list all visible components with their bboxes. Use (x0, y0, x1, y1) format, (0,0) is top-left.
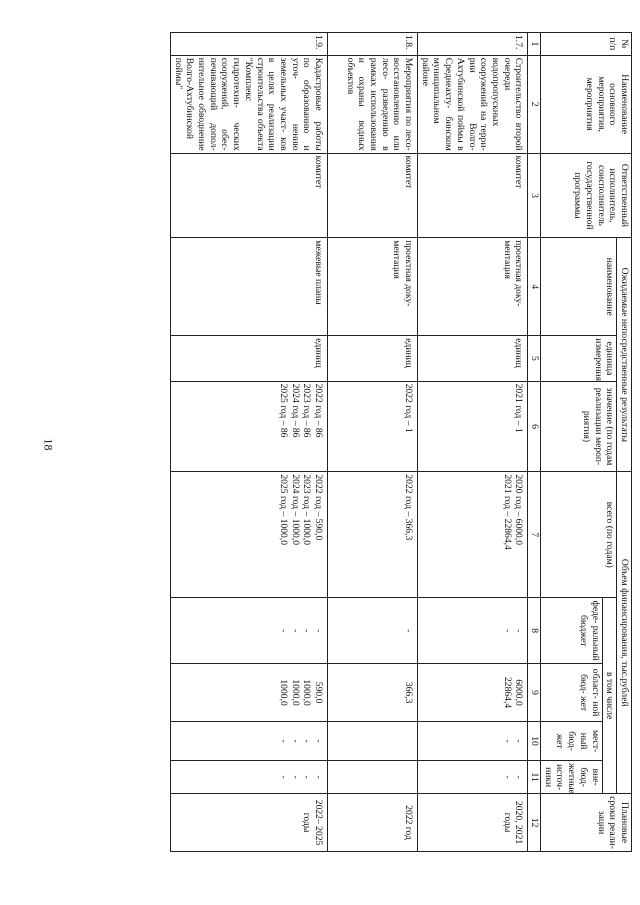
regional-value: 22864,4 (501, 676, 513, 709)
total-value: 2021 год – 22864,4 (501, 474, 513, 550)
executor: комитет (170, 153, 327, 238)
result-value: 2022 год – 1 (403, 383, 415, 433)
executor: комитет (418, 153, 528, 238)
regional-value: 1000,0 (277, 679, 289, 706)
header-unit: единица измерения (541, 336, 617, 381)
local-value: - (289, 739, 301, 743)
federal-budget (170, 598, 327, 664)
header-num: № п/п (541, 33, 632, 56)
column-number: 7 (528, 472, 541, 598)
result-values (328, 381, 418, 472)
total-value: 2024 год – 1000,0 (289, 474, 301, 546)
total-value: 2020 год – 6000,0 (513, 474, 525, 546)
column-number: 12 (528, 794, 541, 852)
extra-budget (328, 761, 418, 794)
measure-name: Строительство второй очереди водопропускных сооружений на терри- рии Волго-Ахтубинской поймы в Среднеахту- бинском муниципальном районе (418, 55, 528, 153)
column-number: 8 (528, 598, 541, 664)
table-row (418, 33, 528, 852)
column-number: 4 (528, 238, 541, 336)
result-values (418, 381, 528, 472)
extra-value: - (289, 775, 301, 779)
regional-budget (170, 664, 327, 722)
regional-value: 366,3 (403, 681, 415, 704)
regional-value: 1000,0 (301, 679, 313, 706)
header-value: значение (по годам реализации мероп- риятия) (541, 381, 617, 472)
column-numbers-row (528, 33, 541, 852)
extra-budget (170, 761, 327, 794)
result-value: 2021 год – 1 (513, 383, 525, 433)
term: 2022– 2025 годы (170, 794, 327, 852)
local-value: - (501, 739, 513, 743)
local-value: - (277, 739, 289, 743)
header-including: в том числе (602, 598, 617, 794)
header-measure-name: Наименование основного мероприятия, мероприятия (541, 55, 632, 153)
unit: единиц (418, 336, 528, 381)
federal-value: - (513, 629, 525, 633)
column-number: 1 (528, 33, 541, 56)
extra-budget (418, 761, 528, 794)
header-result-name: наименование (541, 238, 617, 336)
regional-value: 590,0 (313, 681, 325, 704)
header-total: всего (по годам) (541, 472, 617, 598)
local-budget (170, 721, 327, 760)
regional-budget (328, 664, 418, 722)
column-number: 11 (528, 761, 541, 794)
total-finance (170, 472, 327, 598)
local-budget (418, 721, 528, 760)
table-row (170, 33, 327, 852)
header-federal: феде- ральный бюджет (541, 598, 603, 664)
result-values (170, 381, 327, 472)
federal-value: - (301, 629, 313, 633)
federal-value: - (313, 629, 325, 633)
header-executor: Ответственный исполнитель, соисполнитель государственной программы (541, 153, 632, 238)
federal-value: - (403, 629, 415, 633)
extra-value: - (313, 775, 325, 779)
header-regional: област- ной бюд- жет (541, 664, 603, 722)
term: 2020, 2021 годы (418, 794, 528, 852)
total-value: 2022 год – 590,0 (313, 474, 325, 541)
total-finance (418, 472, 528, 598)
row-number: 1.9. (170, 33, 327, 56)
local-value: - (513, 739, 525, 743)
measure-name: Кадастровые работы по образованию и уточ- нению земельных участ- ков в целях реализации строительства объекта "Комплекс гидротехни- ческих сооружений, обес- печивающий допол- нительное обводнение Волго-Ахтубинской поймы" (170, 55, 327, 153)
column-number: 2 (528, 55, 541, 153)
federal-budget (418, 598, 528, 664)
header-extra: вне- бюд- жетные источ- ники (541, 761, 603, 794)
row-number: 1.8. (328, 33, 418, 56)
extra-value: - (301, 775, 313, 779)
column-number: 10 (528, 721, 541, 760)
total-value: 2023 год – 1000,0 (301, 474, 313, 546)
term: 2022 год (328, 794, 418, 852)
table-row (328, 33, 418, 852)
header-results-group: Ожидаемые непосредственные результаты (617, 238, 632, 472)
unit: единиц (170, 336, 327, 381)
table-wrapper (172, 32, 632, 852)
executor: комитет (328, 153, 418, 238)
column-number: 9 (528, 664, 541, 722)
column-number: 5 (528, 336, 541, 381)
federal-value: - (501, 629, 513, 633)
result-value: 2022 год – 86 (313, 383, 325, 438)
local-value: - (301, 739, 313, 743)
header-local: мест- ный бюд- жет (541, 721, 603, 760)
result-name: проектная доку- ментация (328, 238, 418, 336)
unit: единиц (328, 336, 418, 381)
local-value: - (313, 739, 325, 743)
result-value: 2024 год – 86 (289, 383, 301, 438)
regional-budget (418, 664, 528, 722)
result-value: 2023 год – 86 (301, 383, 313, 438)
row-number: 1.7. (418, 33, 528, 56)
extra-value: - (501, 775, 513, 779)
header-finance-group: Объем финансирования, тыс.рублей (617, 472, 632, 794)
regional-value: 6000,0 (513, 679, 525, 706)
measure-name: Мероприятия по лесо- восстановлению или лесо- разведению в рамках использования и охраны водных объектов (328, 55, 418, 153)
program-measures-table (170, 32, 632, 852)
column-number: 3 (528, 153, 541, 238)
extra-value: - (513, 775, 525, 779)
result-name: проектная доку- ментация (418, 238, 528, 336)
total-finance (328, 472, 418, 598)
result-name: межевые планы (170, 238, 327, 336)
federal-budget (328, 598, 418, 664)
result-value: 2025 год – 86 (277, 383, 289, 438)
page-number: 18 (41, 438, 56, 451)
regional-value: 1000,0 (289, 679, 301, 706)
total-value: 2022 год – 366,3 (403, 474, 415, 541)
header-term: Плановые сроки реали- зации (541, 794, 632, 852)
local-budget (328, 721, 418, 760)
total-value: 2025 год – 1000,0 (277, 474, 289, 546)
header-row-1 (617, 33, 632, 852)
extra-value: - (277, 775, 289, 779)
column-number: 6 (528, 381, 541, 472)
federal-value: - (277, 629, 289, 633)
federal-value: - (289, 629, 301, 633)
